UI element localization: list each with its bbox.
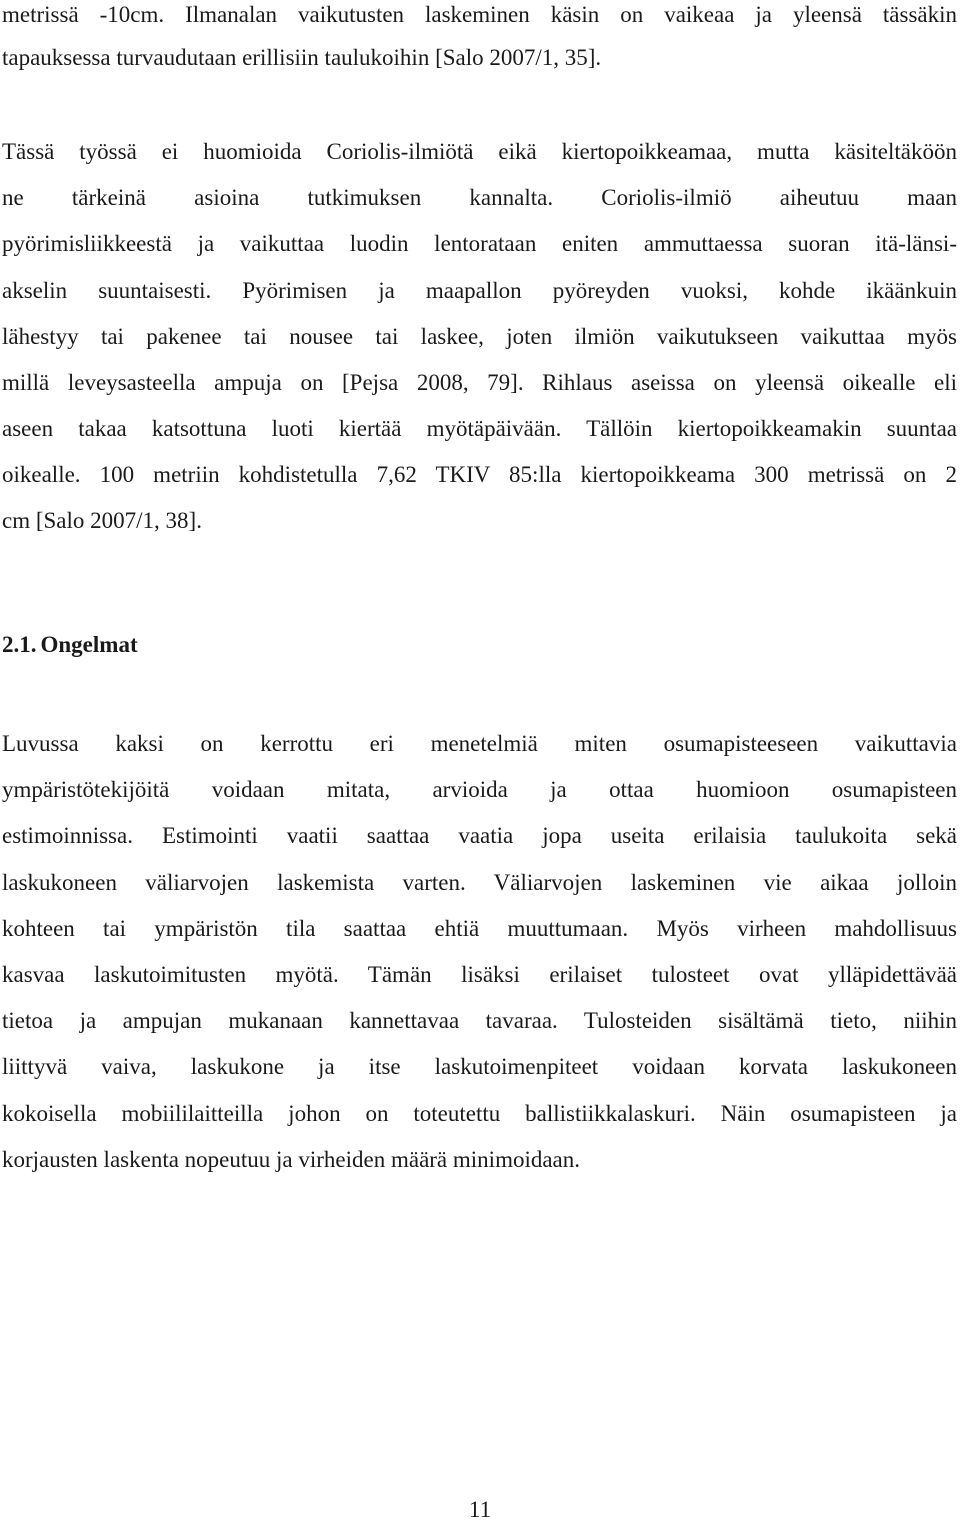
text-line: liittyvä vaiva, laskukone ja itse laskutoimenpiteet voidaan korvata laskukoneen: [2, 1054, 957, 1079]
section-heading: [2, 631, 138, 659]
text-line: kokoisella mobiililaitteilla johon on toteutettu ballistiikkalaskuri. Näin osumapisteen ja: [2, 1101, 957, 1126]
text-line: pyörimisliikkeestä ja vaikuttaa luodin lentorataan eniten ammuttaessa suoran itä-länsi-: [2, 231, 957, 256]
text-line: kasvaa laskutoimitusten myötä. Tämän lisäksi erilaiset tulosteet ovat ylläpidettävää: [2, 962, 957, 987]
text-line: aseen takaa katsottuna luoti kiertää myötäpäivään. Tällöin kiertopoikkeamakin suuntaa: [2, 416, 957, 441]
text-line: ne tärkeinä asioina tutkimuksen kannalta. Coriolis-ilmiö aiheutuu maan: [2, 185, 957, 210]
section-number: 2.1.: [2, 632, 37, 657]
text-line: kohteen tai ympäristön tila saattaa ehtiä muuttumaan. Myös virheen mahdollisuus: [2, 916, 957, 941]
text-line: akselin suuntaisesti. Pyörimisen ja maapallon pyöreyden vuoksi, kohde ikäänkuin: [2, 278, 957, 303]
text-line: cm [Salo 2007/1, 38].: [2, 508, 202, 533]
text-line: metrissä -10cm. Ilmanalan vaikutusten laskeminen käsin on vaikeaa ja yleensä tässäkin: [2, 2, 957, 27]
section-title: Ongelmat: [40, 632, 138, 657]
text-line: ympäristötekijöitä voidaan mitata, arvioida ja ottaa huomioon osumapisteen: [2, 777, 957, 802]
text-line: Tässä työssä ei huomioida Coriolis-ilmiötä eikä kiertopoikkeamaa, mutta käsiteltäköön: [2, 139, 957, 164]
text-line: oikealle. 100 metriin kohdistetulla 7,62 TKIV 85:lla kiertopoikkeama 300 metrissä on 2: [2, 462, 957, 487]
text-line: laskukoneen väliarvojen laskemista varten. Väliarvojen laskeminen vie aikaa jolloin: [2, 870, 957, 895]
page-number: 11: [468, 1497, 492, 1522]
text-line: millä leveysasteella ampuja on [Pejsa 2008, 79]. Rihlaus aseissa on yleensä oikealle eli: [2, 370, 957, 395]
text-line: Luvussa kaksi on kerrottu eri menetelmiä miten osumapisteeseen vaikuttavia: [2, 731, 957, 756]
text-line: korjausten laskenta nopeutuu ja virheiden määrä minimoidaan.: [2, 1147, 581, 1172]
text-line: tapauksessa turvaudutaan erillisiin taulukoihin [Salo 2007/1, 35].: [2, 45, 602, 70]
text-line: lähestyy tai pakenee tai nousee tai laskee, joten ilmiön vaikutukseen vaikuttaa myös: [2, 324, 957, 349]
text-line: estimoinnissa. Estimointi vaatii saattaa vaatia jopa useita erilaisia taulukoita sekä: [2, 823, 957, 848]
text-line: tietoa ja ampujan mukanaan kannettavaa tavaraa. Tulosteiden sisältämä tieto, niihin: [2, 1008, 957, 1033]
